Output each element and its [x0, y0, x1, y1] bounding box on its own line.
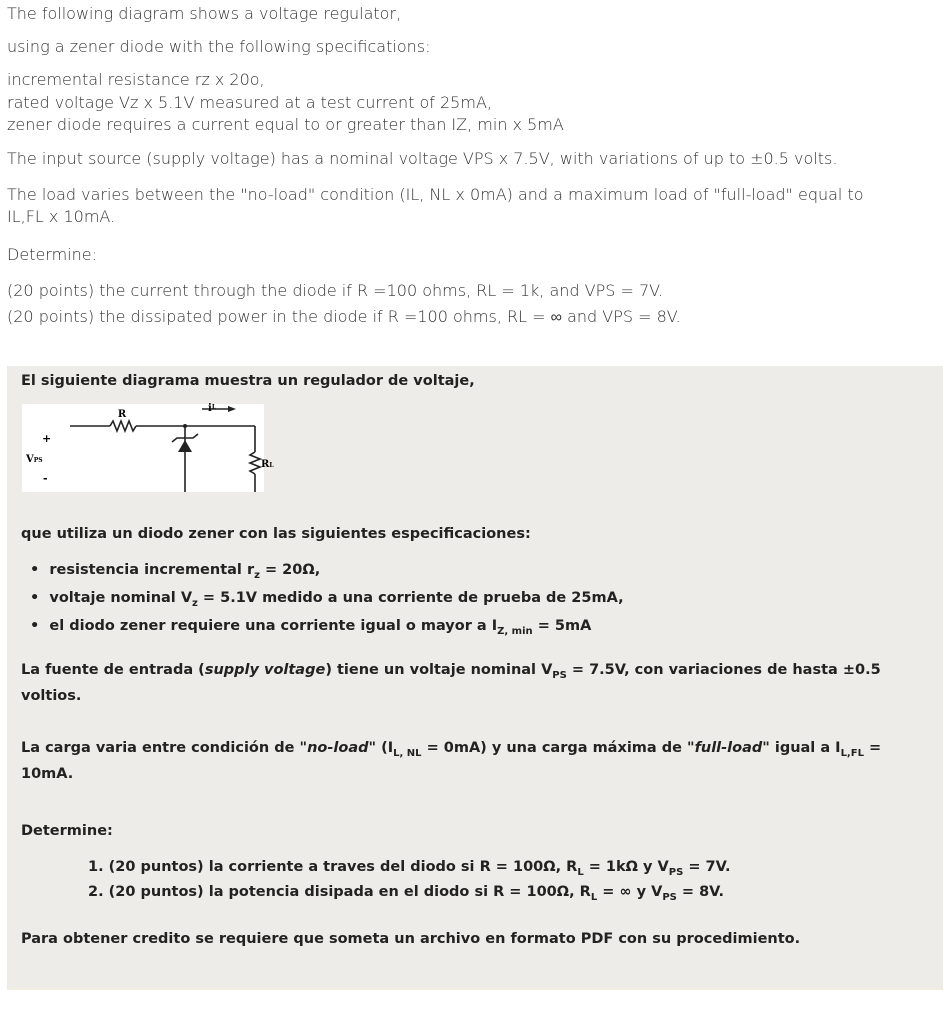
- text-line: The input source (supply voltage) has a nominal voltage VPS x 7.5V, with variations of up to ±0.5 volts.: [7, 149, 838, 168]
- spanish-intro: que utiliza un diodo zener con las siguientes especificaciones:: [21, 526, 531, 542]
- list-item: 1. (20 puntos) la corriente a traves del diodo si R = 100Ω, $R_L = 1k\Omega$ y $V_{PS} = 7V$.: [88, 859, 731, 878]
- bullet-item: • voltaje nominal $V_z = 5.1V$ medido a una corriente de prueba de 25mA,: [30, 590, 624, 609]
- load-paragraph: La carga varia entre condición de "no-load" $(I_{L, NL} = 0mA)$ y una carga máxima de "full-load" igual a $I_{L,FL}$ =: [21, 740, 882, 759]
- text-line: using a zener diode with the following specifications:: [7, 37, 431, 56]
- vps-label: VPS: [26, 454, 43, 465]
- load-current-label: iL: [208, 403, 217, 415]
- plus-sign: +: [42, 432, 52, 445]
- supply-paragraph-cont: voltios.: [21, 688, 82, 704]
- load-paragraph-cont: 10mA.: [21, 766, 74, 782]
- text-line: rated voltage Vz x 5.1V measured at a test current of 25mA,: [7, 93, 492, 112]
- list-item: 2. (20 puntos) la potencia disipada en el diodo si R = 100Ω, $R_L$ = ∞ y $V_{PS} = 8V$.: [88, 884, 725, 903]
- rl-label: RL: [261, 459, 274, 470]
- spanish-title: El siguiente diagrama muestra un regulador de voltaje,: [21, 373, 475, 389]
- text-line: incremental resistance rz x 20o,: [7, 70, 265, 89]
- credit-note: Para obtener credito se requiere que someta un archivo en formato PDF con su procedimiento.: [21, 931, 801, 947]
- minus-sign: -: [43, 472, 48, 485]
- text-line: (20 points) the dissipated power in the diode if R =100 ohms, RL = ∞ and VPS = 8V.: [7, 307, 681, 326]
- circuit-diagram: [22, 403, 274, 492]
- determine-heading: Determine:: [21, 823, 113, 839]
- supply-paragraph: La fuente de entrada (supply voltage) tiene un voltaje nominal $V_{PS} = 7.5V$, con variaciones de hasta ±0.5: [21, 662, 881, 681]
- text-line: IL,FL x 10mA.: [7, 207, 116, 226]
- bullet-item: • el diodo zener requiere una corriente igual o mayor a $I_{Z, min} = 5mA$: [30, 618, 592, 637]
- text-line: Determine:: [7, 245, 97, 264]
- text-line: The following diagram shows a voltage regulator,: [7, 4, 402, 23]
- text-line: (20 points) the current through the diode if R =100 ohms, RL = 1k, and VPS = 7V.: [7, 281, 664, 300]
- text-line: zener diode requires a current equal to or greater than IZ, min x 5mA: [7, 115, 564, 134]
- text-line: The load varies between the "no-load" condition (IL, NL x 0mA) and a maximum load of "full-load" equal to: [7, 185, 864, 204]
- bullet-item: • resistencia incremental $r_z = 20\Omega$,: [30, 562, 321, 581]
- zener-regulator-circuit: [22, 403, 274, 492]
- resistor-label: R: [117, 409, 127, 420]
